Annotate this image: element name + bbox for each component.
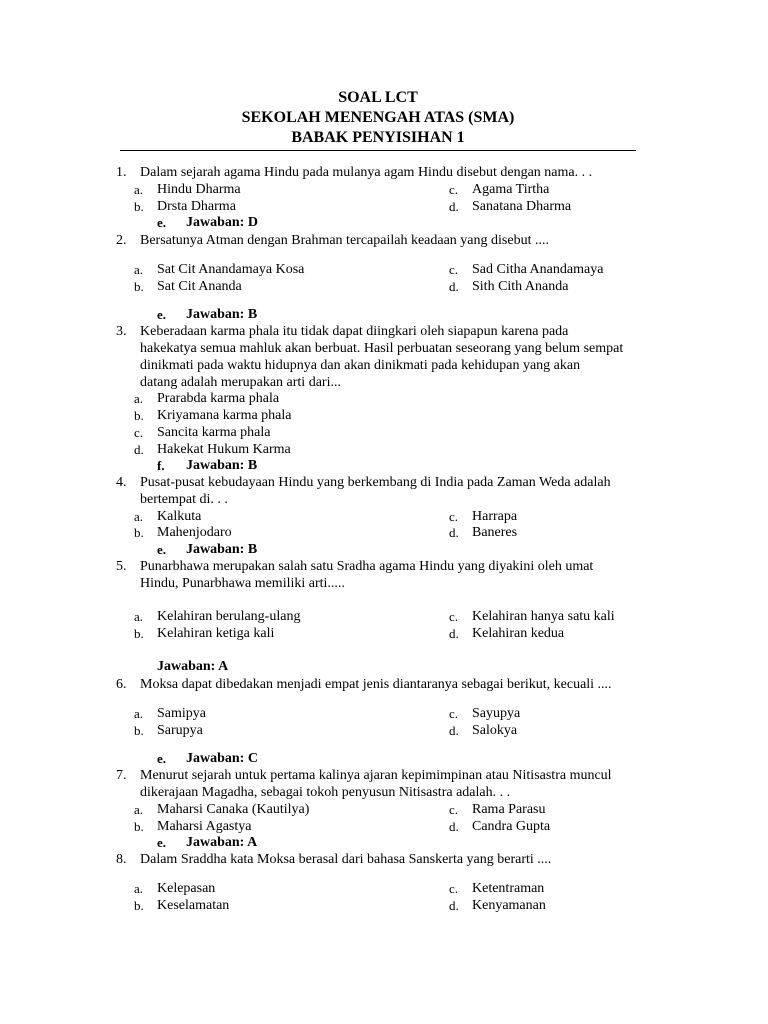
q2-option-d: Sith Cith Ananda bbox=[472, 279, 569, 294]
question-4-text-line: bertempat di. . . bbox=[140, 492, 228, 507]
question-8-text: Dalam Sraddha kata Moksa berasal dari bahasa Sanskerta yang berarti .... bbox=[140, 852, 552, 867]
q3-option-d: Hakekat Hukum Karma bbox=[157, 442, 291, 457]
q1-answer: Jawaban: D bbox=[186, 215, 258, 230]
q6-option-b: Sarupya bbox=[157, 723, 203, 738]
option-label: c. bbox=[449, 706, 459, 721]
option-label: a. bbox=[134, 391, 144, 406]
q6-option-d: Salokya bbox=[472, 723, 518, 738]
answer-label: e. bbox=[157, 835, 167, 850]
option-label: a. bbox=[134, 706, 144, 721]
q7-option-b: Maharsi Agastya bbox=[157, 819, 252, 834]
doc-round: BABAK PENYISIHAN 1 bbox=[291, 129, 465, 146]
option-label: b. bbox=[134, 626, 144, 641]
option-label: d. bbox=[449, 626, 459, 641]
option-label: a. bbox=[134, 609, 144, 624]
option-label: a. bbox=[134, 262, 144, 277]
q2-option-c: Sad Citha Anandamaya bbox=[472, 262, 604, 277]
question-1-text: Dalam sejarah agama Hindu pada mulanya agam Hindu disebut dengan nama. . . bbox=[140, 165, 593, 180]
option-label: c. bbox=[449, 609, 459, 624]
q6-answer: Jawaban: C bbox=[186, 751, 258, 766]
option-label: a. bbox=[134, 802, 144, 817]
question-4-number: 4. bbox=[116, 475, 127, 490]
option-label: d. bbox=[449, 819, 459, 834]
doc-title: SOAL LCT bbox=[338, 89, 418, 106]
q3-answer: Jawaban: B bbox=[186, 458, 258, 473]
option-label: c. bbox=[449, 509, 459, 524]
option-label: b. bbox=[134, 525, 144, 540]
question-8-number: 8. bbox=[116, 852, 127, 867]
q5-option-c: Kelahiran hanya satu kali bbox=[472, 609, 615, 624]
q5-answer: Jawaban: A bbox=[157, 659, 229, 674]
answer-label: e. bbox=[157, 215, 167, 230]
q4-option-c: Harrapa bbox=[472, 509, 518, 524]
q7-option-c: Rama Parasu bbox=[472, 802, 546, 817]
q7-answer: Jawaban: A bbox=[186, 835, 258, 850]
option-label: d. bbox=[449, 199, 459, 214]
answer-label: e. bbox=[157, 542, 167, 557]
q5-option-d: Kelahiran kedua bbox=[472, 626, 565, 641]
option-label: d. bbox=[134, 442, 144, 457]
option-label: d. bbox=[449, 279, 459, 294]
q2-option-b: Sat Cit Ananda bbox=[157, 279, 242, 294]
answer-label: e. bbox=[157, 307, 167, 322]
question-5-text-line: Punarbhawa merupakan salah satu Sradha agama Hindu yang diyakini oleh umat bbox=[140, 559, 594, 574]
question-7-number: 7. bbox=[116, 768, 127, 783]
q8-option-c: Ketentraman bbox=[472, 881, 545, 896]
question-3-text-line: Keberadaan karma phala itu tidak dapat diingkari oleh siapapun karena pada bbox=[140, 324, 569, 339]
q6-option-a: Samipya bbox=[157, 706, 206, 721]
header-divider bbox=[120, 150, 636, 151]
option-label: a. bbox=[134, 881, 144, 896]
question-6-text: Moksa dapat dibedakan menjadi empat jenis diantaranya sebagai berikut, kecuali .... bbox=[140, 677, 612, 692]
question-4-text-line: Pusat-pusat kebudayaan Hindu yang berkembang di India pada Zaman Weda adalah bbox=[140, 475, 611, 490]
option-label: b. bbox=[134, 199, 144, 214]
question-3-text-line: dinikmati pada waktu hidupnya dan akan dinikmati pada kehidupan yang akan bbox=[140, 358, 581, 373]
q4-answer: Jawaban: B bbox=[186, 542, 258, 557]
question-7-text-line: Menurut sejarah untuk pertama kalinya ajaran kepimimpinan atau Nitisastra muncul bbox=[140, 768, 612, 783]
option-label: d. bbox=[449, 898, 459, 913]
option-label: c. bbox=[449, 262, 459, 277]
question-6-number: 6. bbox=[116, 677, 127, 692]
question-2-text: Bersatunya Atman dengan Brahman tercapailah keadaan yang disebut .... bbox=[140, 233, 549, 248]
option-label: b. bbox=[134, 279, 144, 294]
option-label: c. bbox=[449, 802, 459, 817]
q3-option-b: Kriyamana karma phala bbox=[157, 408, 292, 423]
option-label: c. bbox=[449, 881, 459, 896]
q1-option-d: Sanatana Dharma bbox=[472, 199, 572, 214]
q6-option-c: Sayupya bbox=[472, 706, 521, 721]
question-1-number: 1. bbox=[116, 165, 127, 180]
question-3-text-line: datang adalah merupakan arti dari... bbox=[140, 375, 341, 390]
option-label: b. bbox=[134, 898, 144, 913]
q4-option-d: Baneres bbox=[472, 525, 518, 540]
q7-option-d: Candra Gupta bbox=[472, 819, 551, 834]
q3-option-c: Sancita karma phala bbox=[157, 425, 271, 440]
option-label: c. bbox=[449, 182, 459, 197]
option-label: a. bbox=[134, 182, 144, 197]
question-2-number: 2. bbox=[116, 233, 127, 248]
q2-answer: Jawaban: B bbox=[186, 307, 258, 322]
answer-label: e. bbox=[157, 751, 167, 766]
q8-option-b: Keselamatan bbox=[157, 898, 230, 913]
option-label: b. bbox=[134, 408, 144, 423]
q5-option-b: Kelahiran ketiga kali bbox=[157, 626, 275, 641]
answer-label: f. bbox=[157, 458, 165, 473]
question-7-text-line: dikerajaan Magadha, sebagai tokoh penyusun Nitisastra adalah. . . bbox=[140, 785, 511, 800]
q3-option-a: Prarabda karma phala bbox=[157, 391, 280, 406]
q7-option-a: Maharsi Canaka (Kautilya) bbox=[157, 802, 310, 817]
question-3-number: 3. bbox=[116, 324, 127, 339]
q2-option-a: Sat Cit Anandamaya Kosa bbox=[157, 262, 305, 277]
option-label: b. bbox=[134, 819, 144, 834]
question-5-text-line: Hindu, Punarbhawa memiliki arti..... bbox=[140, 576, 345, 591]
option-label: a. bbox=[134, 509, 144, 524]
q8-option-d: Kenyamanan bbox=[472, 898, 546, 913]
question-5-number: 5. bbox=[116, 559, 127, 574]
q1-option-b: Drsta Dharma bbox=[157, 199, 236, 214]
option-label: c. bbox=[134, 425, 144, 440]
doc-subtitle: SEKOLAH MENENGAH ATAS (SMA) bbox=[241, 109, 515, 126]
q4-option-b: Mahenjodaro bbox=[157, 525, 232, 540]
option-label: b. bbox=[134, 723, 144, 738]
question-3-text-line: hakekatya semua mahluk akan berbuat. Hasil perbuatan seseorang yang belum sempat bbox=[140, 341, 624, 356]
option-label: d. bbox=[449, 723, 459, 738]
q1-option-c: Agama Tirtha bbox=[472, 182, 550, 197]
q5-option-a: Kelahiran berulang-ulang bbox=[157, 609, 301, 624]
q8-option-a: Kelepasan bbox=[157, 881, 216, 896]
option-label: d. bbox=[449, 525, 459, 540]
q4-option-a: Kalkuta bbox=[157, 509, 202, 524]
q1-option-a: Hindu Dharma bbox=[157, 182, 241, 197]
